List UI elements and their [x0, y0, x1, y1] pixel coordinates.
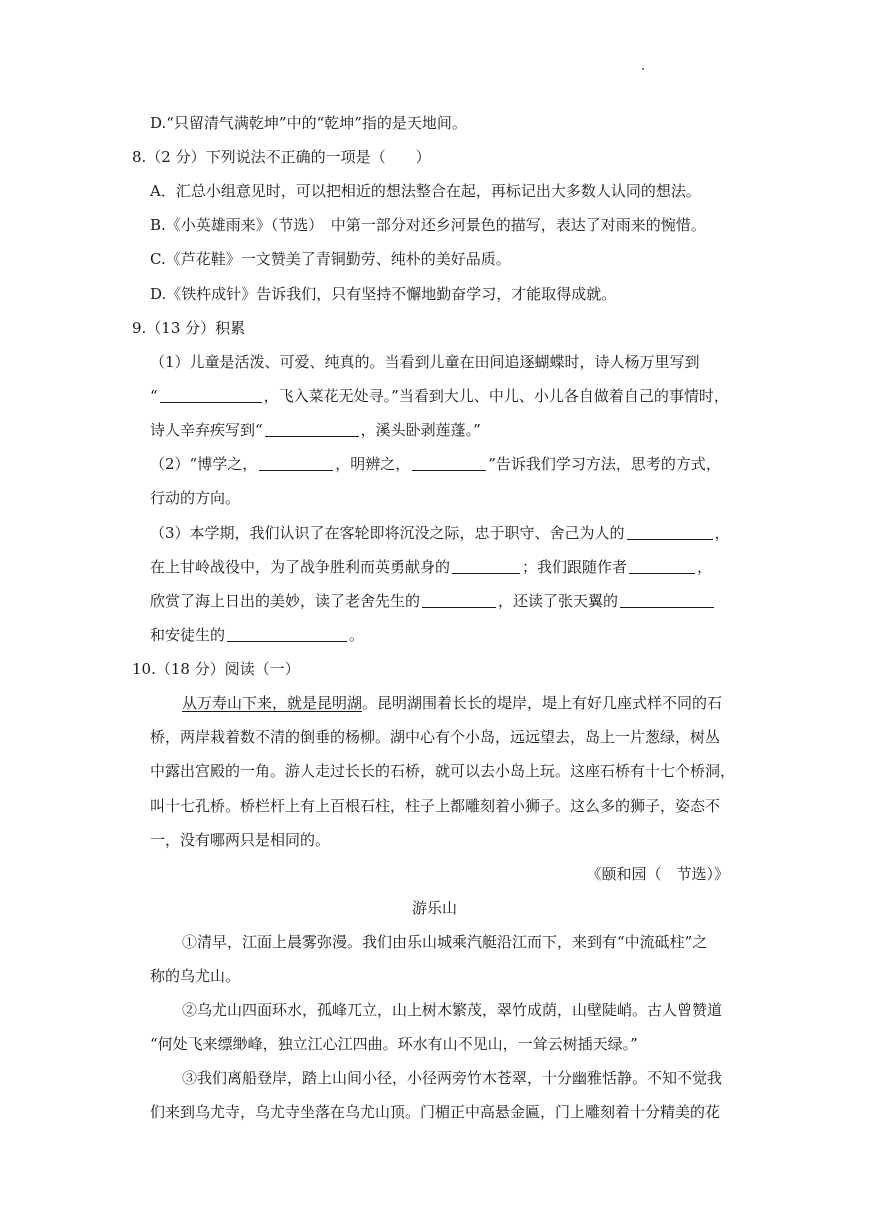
- q9-p2-line1-text-b: ，明辨之，: [335, 455, 411, 473]
- passage2-para2-line1: ②乌尤山四面环水，孤峰兀立，山上树木繁茂，翠竹成荫，山壁陡峭。古人曾赞道: [182, 1001, 723, 1019]
- answer-blank-8[interactable]: [422, 592, 496, 608]
- q8-option-a: A．汇总小组意见时，可以把相近的想法整合在起，再标记出大多数人认同的想法。: [150, 182, 701, 200]
- passage1-line4: 叫十七孔桥。桥栏杆上有上百根石柱，柱子上都雕刻着小狮子。这么多的狮子，姿态不: [150, 797, 721, 815]
- q9-p3-line2-text-c: ，: [697, 558, 713, 576]
- answer-blank-3[interactable]: [259, 455, 333, 471]
- passage1-source: 《颐和园（ 节选）》: [586, 865, 729, 883]
- q8-option-c: C.《芦花鞋》一文赞美了青铜勤劳、纯朴的美好品质。: [150, 250, 511, 268]
- q9-p1-line3: [150, 420, 481, 440]
- q9-p2-line1: [150, 454, 721, 474]
- q9-p1-line2: [150, 386, 729, 406]
- q9-p1-line1: （1）儿童是活泼、可爱、纯真的。当看到儿童在田间追逐蝴蝶时，诗人杨万里写到: [150, 353, 700, 371]
- passage1-underlined-sentence: 从万寿山下来，就是昆明湖: [182, 694, 363, 712]
- passage1-line1-rest: 。昆明湖围着长长的堤岸，堤上有好几座式样不同的石: [362, 694, 723, 712]
- q8-option-b: B.《小英雄雨来》（节选） 中第一部分对还乡河景色的描写，表达了对雨来的惋惜。: [150, 216, 706, 234]
- q10-stem: 10.（18 分）阅读（一）: [132, 660, 300, 678]
- q9-p3-line3-text-a: 欣赏了海上日出的美妙，读了老舍先生的: [150, 592, 421, 610]
- q9-p1-line3-text-b: ，溪头卧剥莲蓬。”: [360, 421, 481, 439]
- q9-p3-line3-text-b: ，还读了张天翼的: [498, 592, 619, 610]
- answer-blank-9[interactable]: [620, 592, 714, 608]
- q9-p3-line2-text-b: ；我们跟随作者: [522, 558, 628, 576]
- q8-option-d: D.《铁杵成针》告诉我们，只有坚持不懈地勤奋学习，才能取得成就。: [150, 285, 617, 303]
- passage2-para3-line1: ③我们离船登岸，踏上山间小径，小径两旁竹木苍翠，十分幽雅恬静。不知不觉我: [182, 1069, 723, 1087]
- answer-blank-2[interactable]: [265, 421, 359, 437]
- q7-option-d: D.“只留清气满乾坤”中的“乾坤”指的是天地间。: [150, 114, 467, 132]
- q9-p3-line4-text-a: 和安徒生的: [150, 626, 226, 644]
- passage1-line2: 桥，两岸栽着数不清的倒垂的杨柳。湖中心有个小岛，远远望去，岛上一片葱绿，树丛: [150, 728, 721, 746]
- q9-p3-line4-text-b: 。: [349, 626, 365, 644]
- q9-p3-line1: [150, 523, 730, 543]
- passage2-para3-line2: 们来到乌尤寺，乌尤寺坐落在乌尤山顶。门楣正中高悬金匾，门上雕刻着十分精美的花: [150, 1103, 721, 1121]
- page-dot-mark: [642, 68, 644, 70]
- passage2-title: 游乐山: [411, 899, 457, 917]
- q9-p3-line2-text-a: 在上甘岭战役中，为了战争胜利而英勇献身的: [150, 558, 451, 576]
- q9-p3-line1-text-a: （3）本学期，我们认识了在客轮即将沉没之际，忠于职守、舍己为人的: [150, 524, 625, 542]
- q9-p3-line4: [150, 625, 364, 645]
- passage2-para1-line2: 称的乌尤山。: [150, 967, 241, 985]
- q9-p3-line3: [150, 591, 716, 611]
- answer-blank-5[interactable]: [627, 524, 713, 540]
- q9-p2-line2: 行动的方向。: [150, 489, 241, 507]
- answer-blank-7[interactable]: [629, 558, 695, 574]
- q9-p3-line2: [150, 557, 712, 577]
- q9-p1-line2-text: ，飞入菜花无处寻。”当看到大儿、中儿、小儿各自做着自己的事情时，: [263, 387, 729, 405]
- passage1-line1: [182, 693, 722, 713]
- answer-blank-1[interactable]: [160, 387, 262, 403]
- passage1-line5: 一，没有哪两只是相同的。: [150, 831, 331, 849]
- q9-p3-line1-text-b: ，: [714, 524, 730, 542]
- answer-blank-10[interactable]: [227, 626, 347, 642]
- q8-stem: 8.（2 分）下列说法不正确的一项是（ ）: [132, 148, 431, 166]
- q9-p2-line1-text-a: （2）“博学之，: [150, 455, 258, 473]
- passage2-para1-line1: ①清早，江面上晨雾弥漫。我们由乐山城乘汽艇沿江而下，来到有“中流砥柱”之: [182, 933, 708, 951]
- q9-p1-line3-text-a: 诗人辛弃疾写到“: [150, 421, 263, 439]
- q9-p1-line2-open-quote: “: [150, 387, 158, 405]
- passage2-para2-line2: “何处飞来缥缈峰，独立江心江四曲。环水有山不见山，一耸云树插天绿。”: [150, 1035, 638, 1053]
- q9-stem: 9.（13 分）积累: [132, 319, 246, 337]
- q9-p2-line1-text-c: ”告诉我们学习方法，思考的方式，: [488, 455, 721, 473]
- answer-blank-4[interactable]: [412, 455, 486, 471]
- answer-blank-6[interactable]: [452, 558, 520, 574]
- passage1-line3: 中露出宫殿的一角。游人走过长长的石桥，就可以去小岛上玩。这座石桥有十七个桥洞，: [150, 762, 736, 780]
